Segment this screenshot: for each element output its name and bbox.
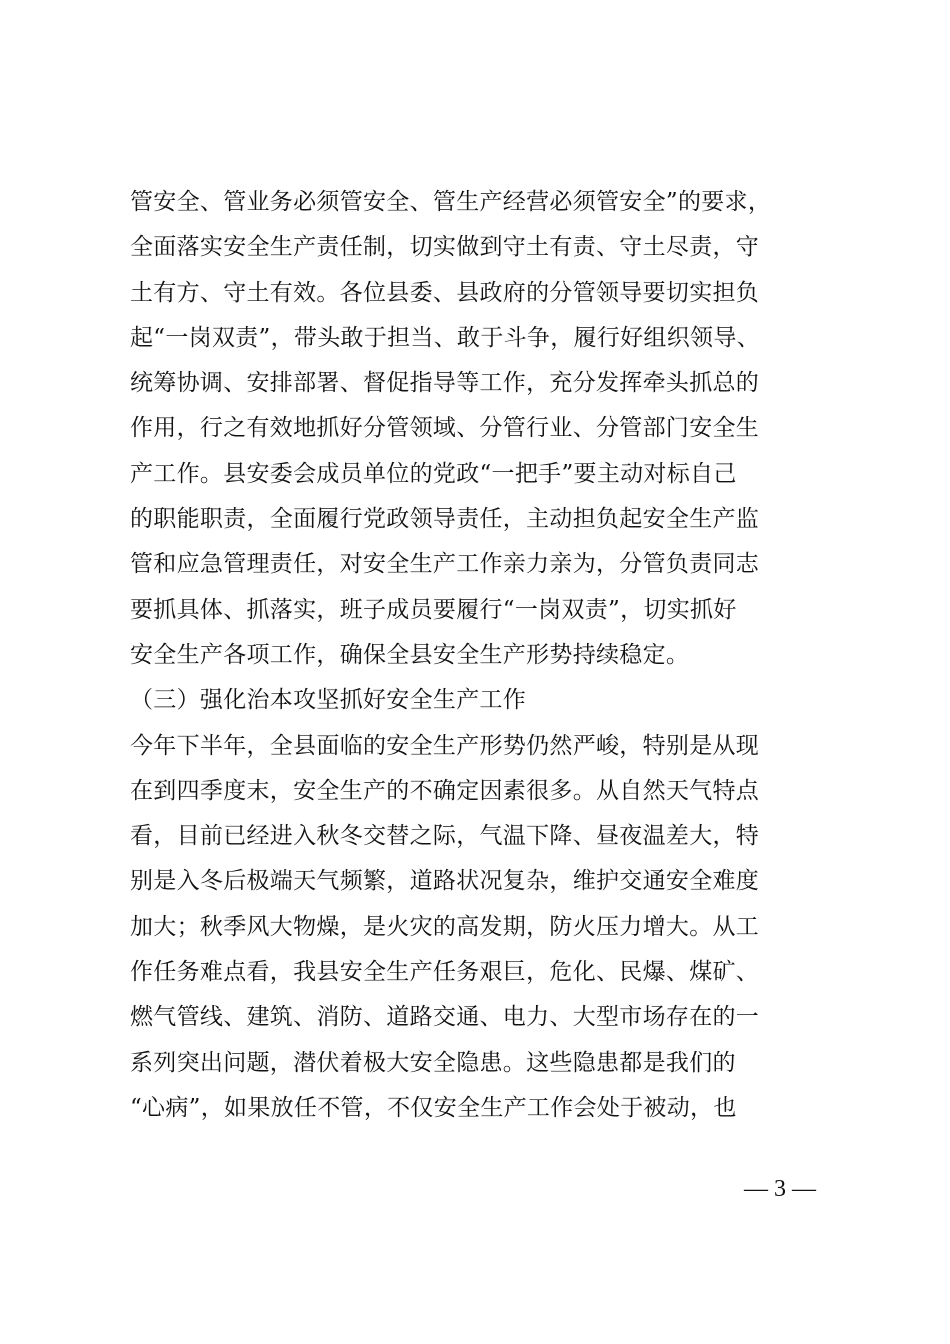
text-line: 别是入冬后极端天气频繁，道路状况复杂，维护交通安全难度 [130, 868, 760, 895]
text-line: 燃气管线、建筑、消防、道路交通、电力、大型市场存在的一 [130, 1004, 760, 1031]
text-line: 统筹协调、安排部署、督促指导等工作，充分发挥牵头抓总的 [130, 370, 760, 397]
text-line: 土有方、守土有效。各位县委、县政府的分管领导要切实担负 [130, 279, 760, 306]
text-line: 系列突出问题，潜伏着极大安全隐患。这些隐患都是我们的 [130, 1049, 736, 1076]
text-line: 的职能职责，全面履行党政领导责任，主动担负起安全生产监 [130, 506, 760, 533]
text-line: 全面落实安全生产责任制，切实做到守土有责、守土尽责，守 [130, 234, 760, 261]
section-heading: （三）强化治本攻坚抓好安全生产工作 [130, 687, 527, 714]
text-line: 管和应急管理责任，对安全生产工作亲力亲为，分管负责同志 [130, 551, 760, 578]
text-line: 今年下半年，全县面临的安全生产形势仍然严峻，特别是从现 [130, 732, 760, 759]
text-line: 起“一岗双责”，带头敢于担当、敢于斗争，履行好组织领导、 [130, 324, 760, 351]
text-line: “心病”，如果放任不管，不仅安全生产工作会处于被动，也 [130, 1094, 737, 1121]
text-line: 加大；秋季风大物燥，是火灾的高发期，防火压力增大。从工 [130, 913, 760, 940]
text-line: 安全生产各项工作，确保全县安全生产形势持续稳定。 [130, 641, 690, 668]
text-line: 看，目前已经进入秋冬交替之际，气温下降、昼夜温差大，特 [130, 823, 760, 850]
text-line: 管安全、管业务必须管安全、管生产经营必须管安全”的要求， [130, 189, 772, 215]
text-line: 要抓具体、抓落实，班子成员要履行“一岗双责”，切实抓好 [130, 596, 737, 623]
text-line: 产工作。县安委会成员单位的党政“一把手”要主动对标自己 [130, 460, 737, 487]
body-text [130, 180, 850, 1131]
text-line: 在到四季度末，安全生产的不确定因素很多。从自然天气特点 [130, 777, 760, 804]
page-number: — 3 — [744, 1176, 816, 1202]
text-line: 作用，行之有效地抓好分管领域、分管行业、分管部门安全生 [130, 415, 760, 442]
text-line: 作任务难点看，我县安全生产任务艰巨，危化、民爆、煤矿、 [130, 959, 760, 986]
